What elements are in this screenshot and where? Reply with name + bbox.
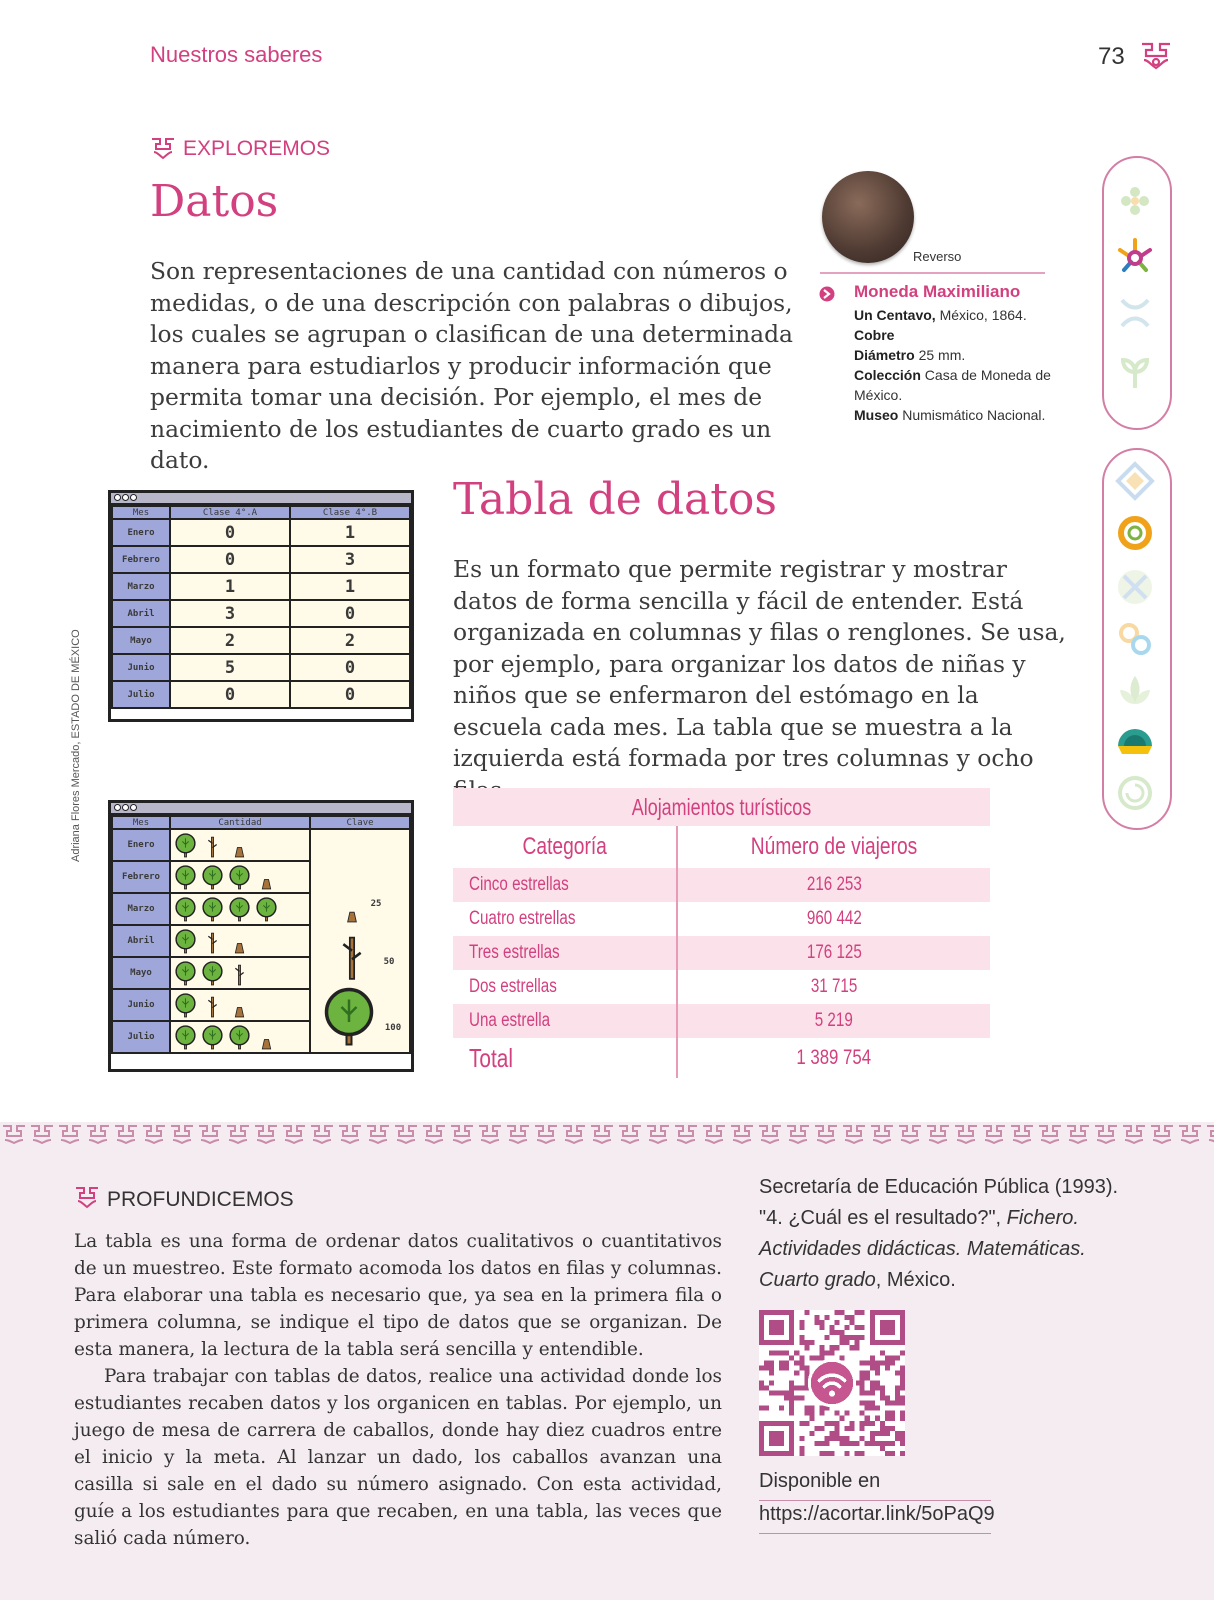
table-header: Cantidad — [170, 816, 310, 829]
table-caption: Alojamientos turísticos — [512, 788, 931, 826]
page-number: 73 — [1098, 43, 1125, 70]
value-cell: 0 — [290, 600, 410, 627]
key-value: 100 — [384, 1023, 402, 1033]
key-entry — [319, 987, 401, 1047]
value-cell: 1 — [290, 573, 410, 600]
tree-25-icon — [339, 897, 365, 923]
tree-100-icon — [227, 1025, 252, 1050]
qr-url-link[interactable]: https://acortar.link/5oPaQ9 — [759, 1503, 995, 1525]
tree-100-icon — [173, 929, 198, 954]
travelers-value: 960 442 — [806, 908, 862, 929]
table-row — [453, 1004, 990, 1038]
plant-figure-icon[interactable] — [1114, 350, 1156, 392]
table-row — [112, 519, 410, 546]
table-row — [453, 902, 990, 936]
value-cell: 0 — [170, 546, 290, 573]
divider — [759, 1533, 991, 1534]
value-cell: 3 — [170, 600, 290, 627]
coin-detail-value: Numismático Nacional. — [898, 407, 1046, 423]
value-cell: 0 — [170, 519, 290, 546]
coin-name: Moneda Maximiliano — [854, 282, 1021, 301]
square-x-icon[interactable] — [1114, 566, 1156, 608]
pictogram-table-image — [108, 800, 414, 1072]
tree-100-icon — [173, 833, 198, 858]
divider — [820, 272, 1045, 274]
column-header-travelers: Número de viajeros — [750, 833, 918, 860]
category-text: Cuatro estrellas — [469, 908, 576, 929]
key-cell — [310, 829, 410, 1053]
value-cell: 2 — [290, 627, 410, 654]
tree-25-icon — [227, 833, 252, 858]
people-circle-icon[interactable] — [1114, 236, 1156, 278]
table-row — [112, 654, 410, 681]
month-cell: Marzo — [112, 893, 170, 925]
value-cell: 0 — [170, 681, 290, 708]
tabla-de-datos-paragraph: Es un formato que permite registrar y mostrar datos de forma sencilla y fácil de entender. Está organizada en columnas y filas o renglones. Se usa, por ejemplo, para organizar los datos de niñas y niños que se enfermaron del estómago en la escuela cada mes. La tabla que se muestra a la izquierda está formada por tres columnas y ocho — [453, 555, 1066, 772]
key-entry — [326, 929, 395, 981]
pictogram-cell — [170, 861, 310, 893]
tree-100-icon — [200, 961, 225, 986]
coin-detail-value: Casa de Moneda de México. — [854, 367, 1051, 403]
pictogram-cell — [170, 893, 310, 925]
table-header — [677, 826, 990, 868]
tree-100-icon — [227, 865, 252, 890]
exploremos-label: EXPLOREMOS — [183, 137, 331, 160]
table-header: Clase 4°.B — [290, 506, 410, 519]
citation-title: "4. ¿Cuál es el resultado?", — [759, 1207, 1007, 1229]
total-value-cell — [677, 1038, 990, 1078]
key-value: 50 — [383, 957, 395, 967]
citation-italic: Actividades didácticas. Matemáticas. — [759, 1238, 1086, 1260]
table-row — [112, 681, 410, 708]
monthly-data-table — [111, 505, 411, 709]
table-row — [112, 546, 410, 573]
window-titlebar — [111, 803, 411, 815]
tree-100-icon — [200, 865, 225, 890]
table-header — [453, 826, 677, 868]
pictogram-cell — [170, 989, 310, 1021]
profundicemos-text — [74, 1228, 722, 1552]
value-cell: 0 — [290, 654, 410, 681]
value-cell: 3 — [290, 546, 410, 573]
tree-100-icon — [173, 897, 198, 922]
tree-100-icon — [319, 987, 379, 1047]
coin-detail-label: Museo — [854, 407, 899, 423]
key-entry — [339, 897, 382, 923]
category-cell — [453, 970, 677, 1004]
month-cell: Enero — [112, 519, 170, 546]
coin-detail-label: Cobre — [854, 327, 895, 343]
tree-100-icon — [227, 897, 252, 922]
table-row — [453, 936, 990, 970]
value-cell: 0 — [290, 681, 410, 708]
tree-50-icon — [227, 961, 252, 986]
tree-100-icon — [173, 1025, 198, 1050]
arrow-bullet-icon — [819, 286, 835, 302]
section-title: Nuestros saberes — [150, 42, 323, 67]
tree-25-icon — [227, 993, 252, 1018]
qr-available-label: Disponible en — [759, 1470, 881, 1492]
coin-detail-value: 25 mm. — [914, 347, 966, 363]
table-row — [112, 627, 410, 654]
pictogram-cell — [170, 957, 310, 989]
tree-100-icon — [254, 897, 279, 922]
travelers-cell — [677, 970, 990, 1004]
table-row — [453, 868, 990, 902]
ring-icon[interactable] — [1114, 512, 1156, 554]
value-cell: 1 — [170, 573, 290, 600]
monthly-data-table-image — [108, 490, 414, 722]
coin-side-label: Reverso — [913, 249, 962, 264]
table-header: Clase 4°.A — [170, 506, 290, 519]
total-row — [453, 1038, 990, 1078]
paragraph: Para trabajar con tablas de datos, realice una actividad donde los estudiantes recaben datos y los organicen en tablas. Por ejemplo, un juego de mesa de carrera de caballos, donde hay diez cuadros entre el inicio y la meta. Al lanzar un dado, los caballos avanzan una casilla si sale en el dado su número asignado. Con esta actividad, guíe a los estudiantes para que recaben, en una tabla, las veces que salió cada número. — [74, 1366, 722, 1549]
table-row — [112, 829, 410, 861]
month-cell: Enero — [112, 829, 170, 861]
citation-italic: Cuarto grado — [759, 1269, 876, 1291]
category-text: Tres estrellas — [469, 942, 560, 963]
month-cell: Mayo — [112, 627, 170, 654]
total-value: 1 389 754 — [796, 1046, 872, 1069]
pictogram-cell — [170, 925, 310, 957]
tabla-de-datos-title: Tabla de datos — [453, 474, 777, 525]
reference-citation — [759, 1172, 1119, 1296]
value-cell: 2 — [170, 627, 290, 654]
tree-100-icon — [173, 961, 198, 986]
month-cell: Febrero — [112, 546, 170, 573]
citation-line: , México. — [875, 1269, 956, 1291]
spiral-icon[interactable] — [1114, 772, 1156, 814]
link-rings-icon[interactable] — [1114, 618, 1156, 660]
tree-100-icon — [200, 1025, 225, 1050]
month-cell: Junio — [112, 654, 170, 681]
paragraph: La tabla es una forma de ordenar datos cualitativos o cuantitativos de un muestreo. Este formato acomoda los datos en filas y columnas. Para elaborar una tabla es necesario que, ya sea en la primera fila o primera columna, se indique el tipo de datos que se organizan. De esta manera, la lectura de la tabla será sencilla y entendible. — [74, 1231, 722, 1360]
flower-icon[interactable] — [1114, 180, 1156, 222]
value-cell: 5 — [170, 654, 290, 681]
tree-50-icon — [200, 833, 225, 858]
coin-detail-label: Diámetro — [854, 347, 915, 363]
datos-title: Datos — [150, 176, 279, 227]
tree-25-icon — [254, 1025, 279, 1050]
table-row — [112, 600, 410, 627]
category-text: Una estrella — [469, 1010, 551, 1031]
tree-100-icon — [200, 897, 225, 922]
coin-detail-label: Un Centavo, — [854, 307, 936, 323]
travelers-cell — [677, 1004, 990, 1038]
table-row — [453, 970, 990, 1004]
table-row — [112, 573, 410, 600]
tree-50-icon — [326, 929, 378, 981]
category-text: Dos estrellas — [469, 976, 557, 997]
month-cell: Mayo — [112, 957, 170, 989]
tree-25-icon — [227, 929, 252, 954]
month-cell: Marzo — [112, 573, 170, 600]
category-cell — [453, 868, 677, 902]
pictogram-cell — [170, 829, 310, 861]
month-cell: Julio — [112, 681, 170, 708]
category-cell — [453, 936, 677, 970]
travelers-cell — [677, 936, 990, 970]
coin-details — [854, 305, 1064, 425]
divider — [759, 1500, 991, 1501]
window-titlebar — [111, 493, 411, 505]
table-header: Mes — [112, 816, 170, 829]
value-cell: 1 — [290, 519, 410, 546]
coin-detail-value: México, 1864. — [935, 307, 1027, 323]
coin-detail-label: Colección — [854, 367, 921, 383]
table-header: Mes — [112, 506, 170, 519]
travelers-cell — [677, 902, 990, 936]
column-header-category: Categoría — [522, 833, 607, 860]
pictogram-table — [111, 815, 411, 1054]
total-label-cell — [453, 1038, 677, 1078]
ornament-icon — [150, 135, 176, 161]
decorative-border — [0, 1122, 1214, 1144]
category-cell — [453, 902, 677, 936]
total-label: Total — [469, 1042, 513, 1073]
category-cell — [453, 1004, 677, 1038]
month-cell: Abril — [112, 600, 170, 627]
month-cell: Abril — [112, 925, 170, 957]
travelers-value: 31 715 — [810, 976, 858, 997]
tree-25-icon — [254, 865, 279, 890]
travelers-cell — [677, 868, 990, 902]
ornament-icon — [74, 1184, 100, 1210]
ornament-icon — [1138, 38, 1174, 74]
citation-italic: Fichero. — [1006, 1207, 1079, 1229]
citation-line: Secretaría de Educación Pública (1993). — [759, 1176, 1119, 1198]
qr-code[interactable] — [759, 1310, 905, 1456]
image-credit: Adriana Flores Mercado, ESTADO DE MÉXICO — [70, 629, 82, 862]
diamond-icon[interactable] — [1114, 460, 1156, 502]
fan-icon[interactable] — [1114, 722, 1156, 764]
coin-image — [822, 171, 914, 263]
month-cell: Julio — [112, 1021, 170, 1053]
profundicemos-label: PROFUNDICEMOS — [107, 1188, 294, 1211]
tree-100-icon — [173, 865, 198, 890]
pictogram-cell — [170, 1021, 310, 1053]
tree-100-icon — [173, 993, 198, 1018]
travelers-value: 5 219 — [815, 1010, 854, 1031]
table-header: Clave — [310, 816, 410, 829]
category-text: Cinco estrellas — [469, 874, 569, 895]
tree-50-icon — [200, 929, 225, 954]
tree-50-icon — [200, 993, 225, 1018]
lotus-icon[interactable] — [1114, 670, 1156, 712]
travelers-value: 176 125 — [806, 942, 862, 963]
month-cell: Febrero — [112, 861, 170, 893]
key-value: 25 — [370, 899, 382, 909]
people-figure-icon[interactable] — [1114, 292, 1156, 334]
month-cell: Junio — [112, 989, 170, 1021]
travelers-value: 216 253 — [806, 874, 862, 895]
datos-paragraph: Son representaciones de una cantidad con números o medidas, o de una descripción con palabras o dibujos, los cuales se agrupan o clasifican de una determinada manera para estudiarlos y producir información que permita tomar una decisión. Por ejemplo, el mes de nacimiento de los estudiantes de cuarto grado es un dato. — [150, 257, 794, 474]
tourism-table — [453, 788, 990, 1078]
